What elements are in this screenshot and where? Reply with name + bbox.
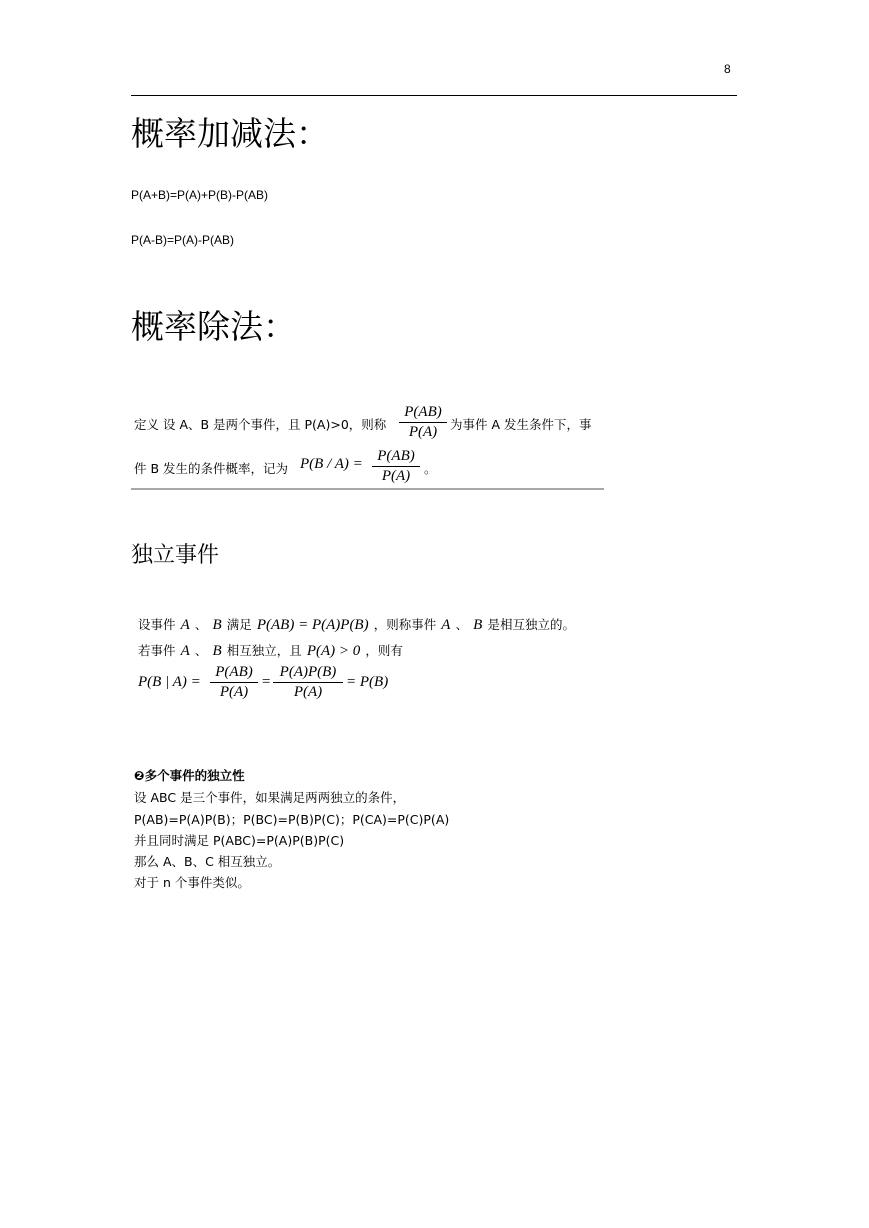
text-segment: 满足 xyxy=(226,617,252,632)
text-segment: 相互独立，且 xyxy=(226,643,302,658)
fraction-bar xyxy=(399,422,447,423)
equation-fraction-1 xyxy=(210,664,258,701)
equation-equals: = xyxy=(261,674,272,690)
definition-line2-period: 。 xyxy=(424,461,437,476)
fraction-bar xyxy=(273,682,343,683)
math-symbol: A xyxy=(441,617,451,633)
fraction-bar xyxy=(372,466,420,467)
text-segment: ，则称事件 xyxy=(373,617,437,632)
multiple-events-line: P(AB)=P(A)P(B)；P(BC)=P(B)P(C)；P(CA)=P(C)P(A) xyxy=(134,812,450,827)
fraction-denominator: P(A) xyxy=(381,468,411,484)
equation-lhs: P(B | A) = xyxy=(138,674,201,690)
formula-subtraction: P(A-B)=P(A)-P(AB) xyxy=(131,233,235,247)
page-number: 8 xyxy=(724,62,731,76)
math-symbol: A xyxy=(180,643,190,659)
definition-fraction-1 xyxy=(399,404,447,441)
heading-independent-events: 独立事件 xyxy=(131,543,220,568)
header-divider xyxy=(131,95,737,96)
math-expression: P(A) > 0 xyxy=(306,643,361,659)
fraction-denominator: P(A) xyxy=(219,684,249,700)
math-symbol: A xyxy=(180,617,190,633)
multiple-events-line: 并且同时满足 P(ABC)=P(A)P(B)P(C) xyxy=(134,833,345,848)
fraction-numerator: P(AB) xyxy=(404,404,442,420)
math-symbol: B xyxy=(473,617,483,633)
text-segment: 、 xyxy=(455,617,469,632)
formula-addition: P(A+B)=P(A)+P(B)-P(AB) xyxy=(131,188,269,202)
cropped-text-fragment xyxy=(136,601,240,605)
text-segment: 是相互独立的。 xyxy=(487,617,575,632)
multiple-events-title: ❷多个事件的独立性 xyxy=(134,768,245,783)
heading-division: 概率除法： xyxy=(131,307,296,346)
definition-line1-end: 为事件 A 发生条件下，事 xyxy=(450,417,592,432)
text-segment: 、 xyxy=(194,643,208,658)
text-segment: 、 xyxy=(194,617,208,632)
conditional-notation: P(B / A) = xyxy=(300,456,363,472)
independence-line2 xyxy=(138,640,403,660)
definition-divider xyxy=(131,488,604,490)
multiple-events-line: 那么 A、B、C 相互独立。 xyxy=(134,854,281,869)
fraction-denominator: P(A) xyxy=(293,684,323,700)
fraction-numerator: P(AB) xyxy=(377,448,415,464)
equation-rhs: = P(B) xyxy=(346,674,389,690)
fraction-numerator: P(AB) xyxy=(215,664,253,680)
fraction-numerator: P(A)P(B) xyxy=(279,664,337,680)
math-symbol: B xyxy=(212,617,222,633)
text-segment: 若事件 xyxy=(138,643,176,658)
equation-fraction-2 xyxy=(273,664,343,701)
math-expression: P(AB) = P(A)P(B) xyxy=(256,617,369,633)
definition-fraction-2 xyxy=(372,448,420,485)
multiple-events-line: 设 ABC 是三个事件，如果满足两两独立的条件， xyxy=(134,790,406,805)
fraction-bar xyxy=(210,682,258,683)
definition-line2-start: 件 B 发生的条件概率，记为 xyxy=(134,461,289,476)
text-segment: ，则有 xyxy=(365,643,403,658)
heading-add-sub: 概率加减法： xyxy=(131,114,329,153)
text-segment: 设事件 xyxy=(138,617,176,632)
definition-line1-start: 定义 设 A、B 是两个事件，且 P(A)>0，则称 xyxy=(134,417,387,432)
fraction-denominator: P(A) xyxy=(408,424,438,440)
multiple-events-line: 对于 n 个事件类似。 xyxy=(134,875,250,890)
math-symbol: B xyxy=(212,643,222,659)
independence-line1 xyxy=(138,614,575,634)
